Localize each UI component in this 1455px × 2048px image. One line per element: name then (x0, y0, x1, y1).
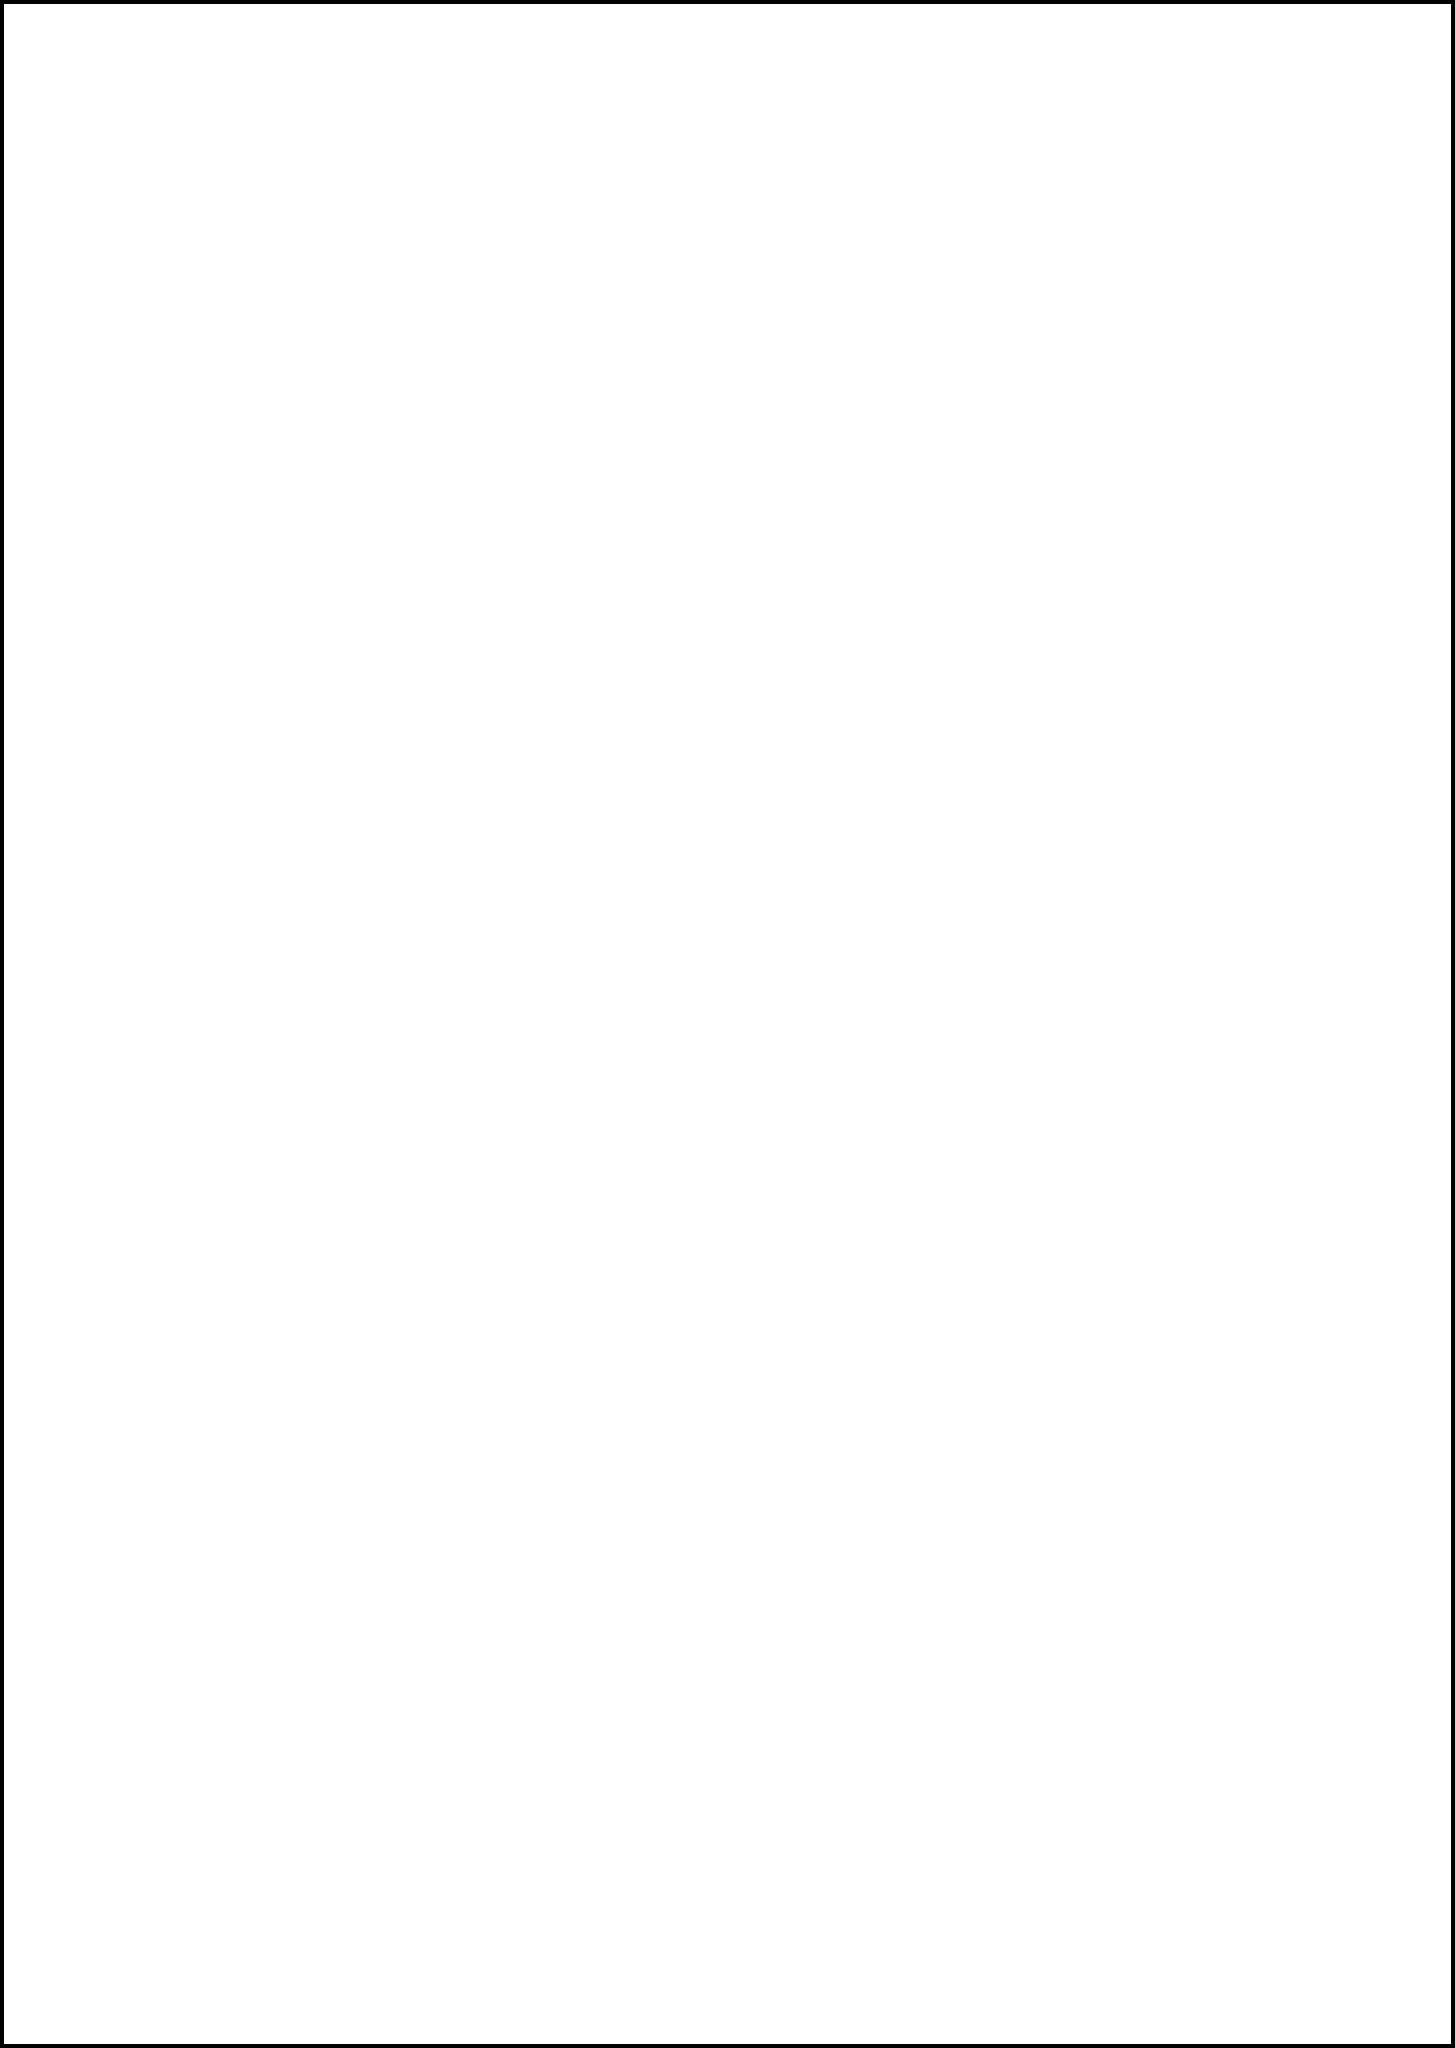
document-page (4, 4, 1451, 2044)
table-of-contents (4, 4, 1451, 2044)
